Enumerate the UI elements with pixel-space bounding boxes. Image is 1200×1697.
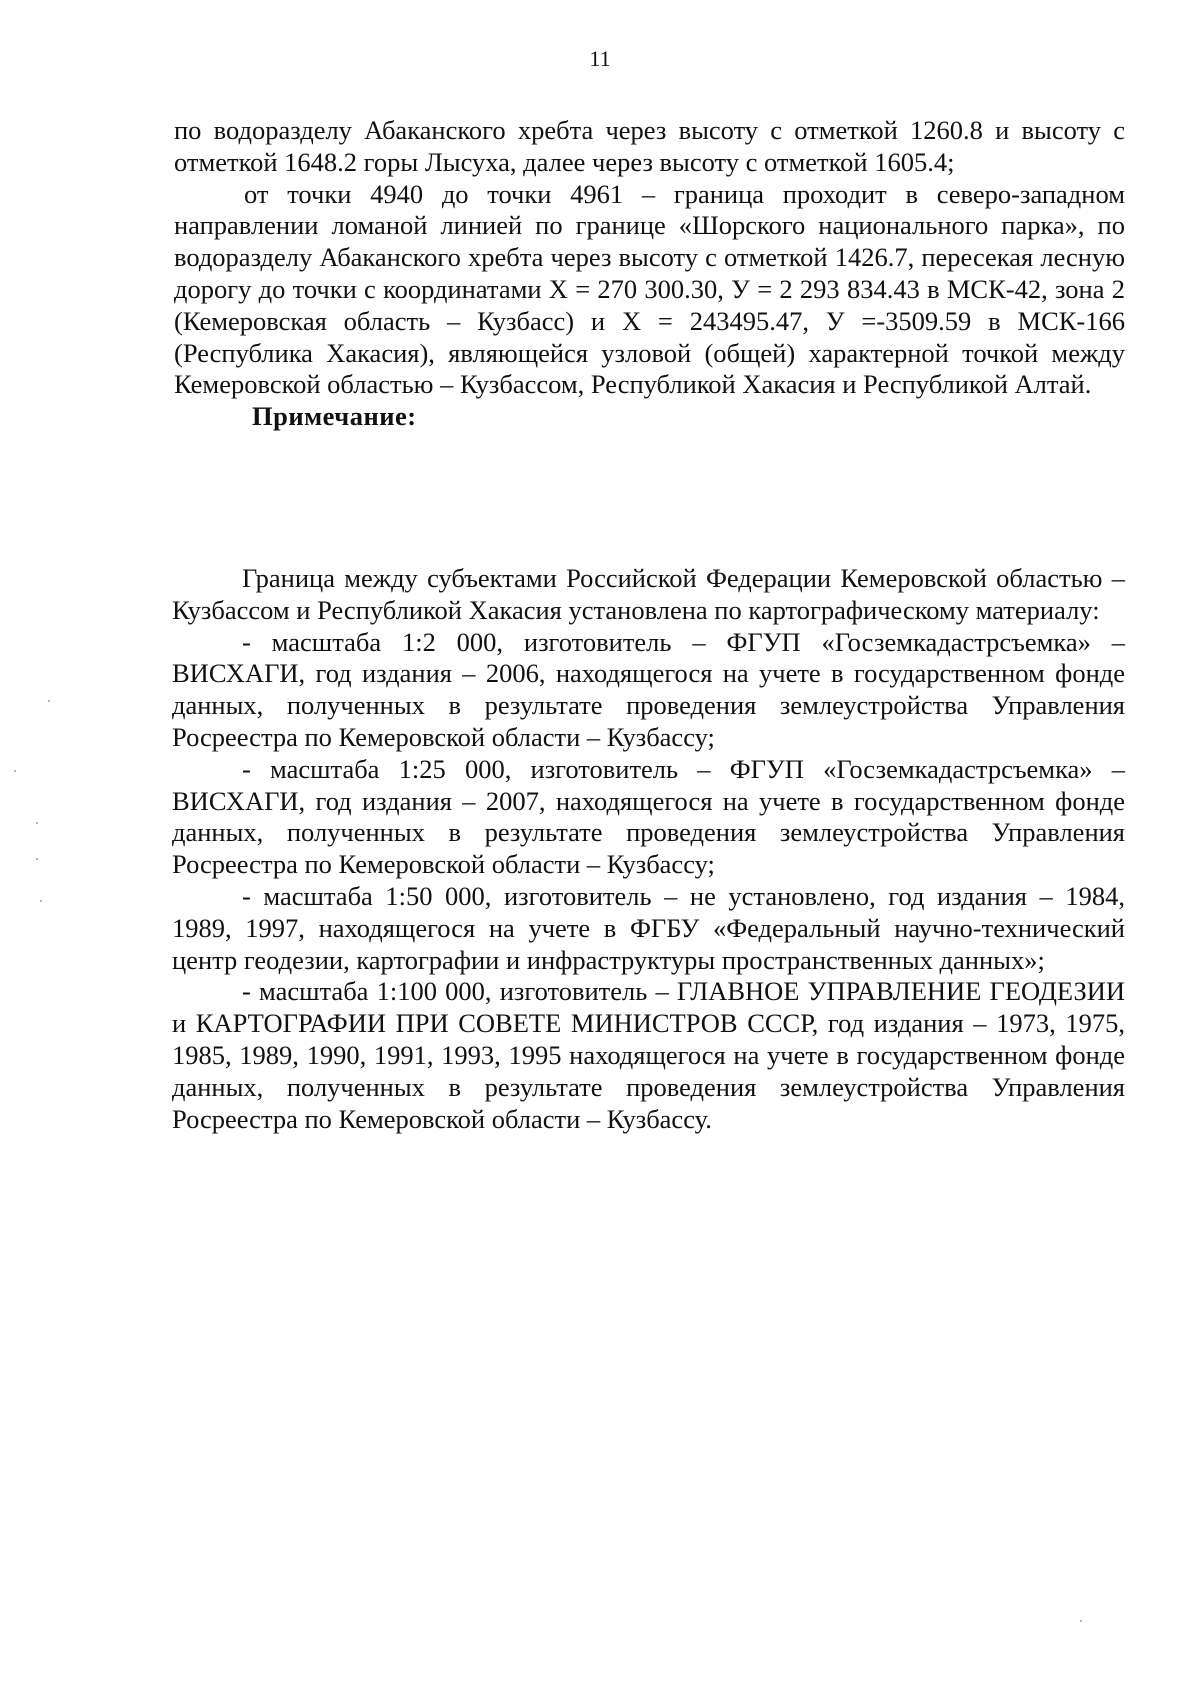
note-section xyxy=(172,563,1125,1135)
scan-artifact xyxy=(48,700,50,702)
scan-artifact xyxy=(1080,1620,1082,1622)
note-item-scale-1-100000: - масштаба 1:100 000, изготовитель – ГЛАВНОЕ УПРАВЛЕНИЕ ГЕОДЕЗИИ и КАРТОГРАФИИ ПРИ СОВЕТЕ МИНИСТРОВ СССР, год издания – 1973, 1975, 1985, 1989, 1990, 1991, 1993, 1995 находящегося на учете в государственном фонде данных, полученных в результате проведения землеустройства Управления Росреестра по Кемеровской области – Кузбассу. xyxy=(172,976,1125,1134)
page-number: 11 xyxy=(589,46,611,71)
paragraph-watershed: по водоразделу Абаканского хребта через высоту с отметкой 1260.8 и высоту с отметкой 1648.2 горы Лысуха, далее через высоту с отметкой 1605.4; xyxy=(174,115,1125,177)
paragraph-point-4940-4961: от точки 4940 до точки 4961 – граница проходит в северо-западном направлении ломаной линией по границе «Шорского национального парка», по водоразделу Абаканского хребта через высоту с отметкой 1426.7, пересекая лесную дорогу до точки с координатами Х = 270 300.30, У = 2 293 834.43 в МСК-42, зона 2 (Кемеровская область – Кузбасс) и Х = 243495.47, У =-3509.59 в МСК-166 (Республика Хакасия), являющейся узловой (общей) характерной точкой между Кемеровской областью – Кузбассом, Республикой Хакасия и Республикой Алтай. xyxy=(174,178,1125,400)
note-item-scale-1-2000: - масштаба 1:2 000, изготовитель – ФГУП «Госземкадастрсъемка» – ВИСХАГИ, год издания – 2006, находящегося на учете в государственном фонде данных, полученных в результате проведения землеустройства Управления Росреестра по Кемеровской области – Кузбассу; xyxy=(172,626,1125,752)
note-item-scale-1-25000: - масштаба 1:25 000, изготовитель – ФГУП «Госземкадастрсъемка» – ВИСХАГИ, год издания – 2007, находящегося на учете в государственном фонде данных, полученных в результате проведения землеустройства Управления Росреестра по Кемеровской области – Кузбассу; xyxy=(172,753,1125,880)
scan-artifact xyxy=(14,770,16,772)
scan-artifact xyxy=(36,822,38,824)
scan-artifact xyxy=(40,900,42,902)
note-intro: Граница между субъектами Российской Федерации Кемеровской областью – Кузбассом и Республикой Хакасия установлена по картографическому материалу: xyxy=(172,563,1125,625)
boundary-description xyxy=(174,115,1125,433)
scan-artifact xyxy=(36,858,38,860)
note-item-scale-1-50000: - масштаба 1:50 000, изготовитель – не установлено, год издания – 1984, 1989, 1997, находящегося на учете в ФГБУ «Федеральный научно-технический центр геодезии, картографии и инфраструктуры пространственных данных»; xyxy=(172,880,1125,975)
note-heading: Примечание: xyxy=(252,401,417,432)
